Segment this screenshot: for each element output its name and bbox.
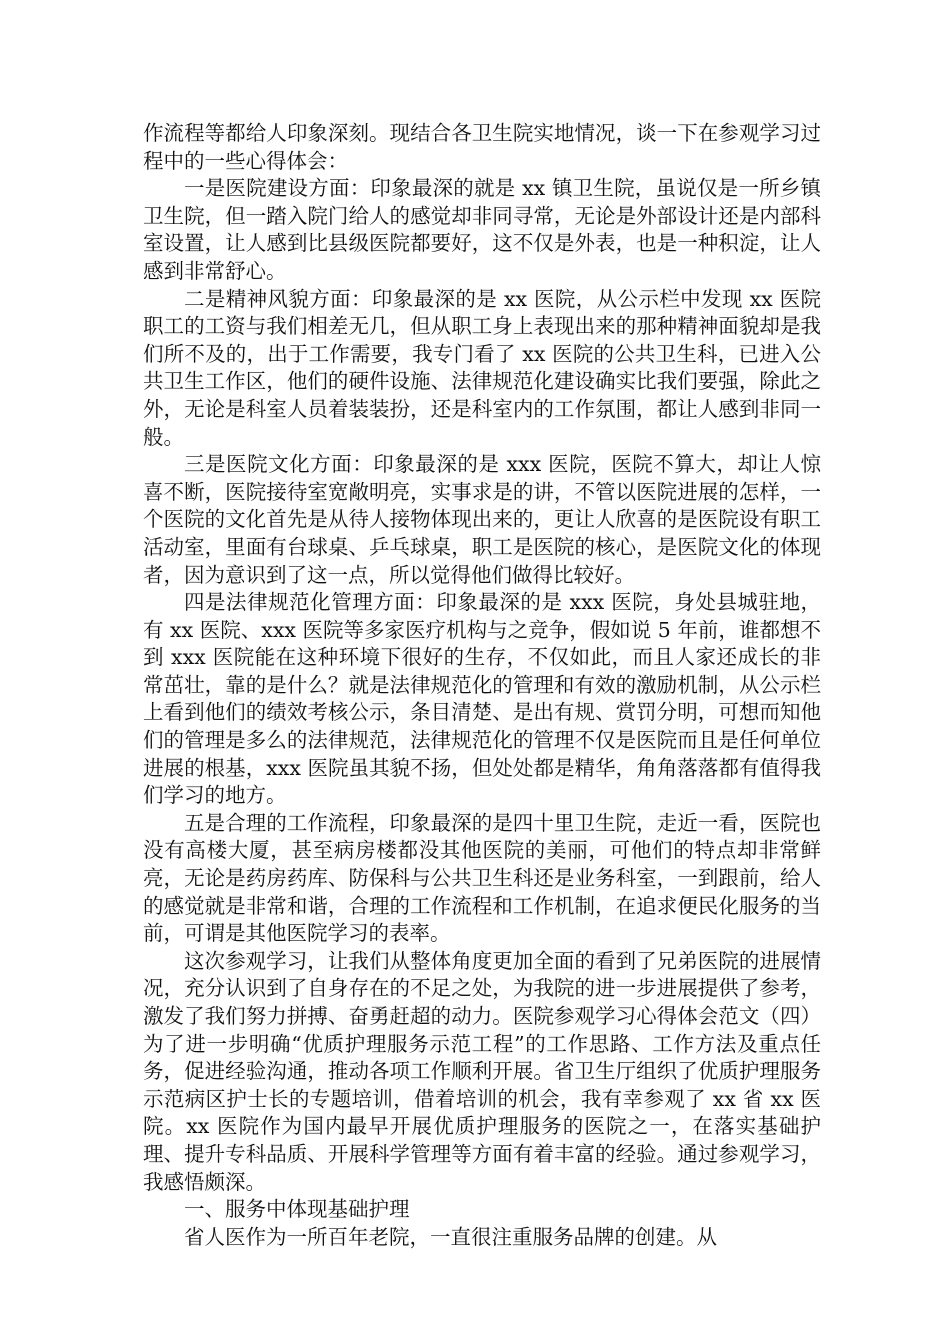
- paragraph-legal-management: 四是法律规范化管理方面：印象最深的是 xxx 医院，身处县城驻地，有 xx 医院、xxx 医院等多家医疗机构与之竞争，假如说 5 年前，谁都想不到 xxx 医院能在这种环境下很好的生存，不仅如此，而且人家还成长的非常茁壮，靠的是什么？就是法律规范化的管理和有效的激励机制，从公示栏上看到他们的绩效考核公示，条目清楚、是出有规、赏罚分明，可想而知他们的管理是多么的法律规范，法律规范化的管理不仅是医院而且是任何单位进展的根基，xxx 医院虽其貌不扬，但处处都是精华，角角落落都有值得我们学习的地方。: [143, 590, 821, 808]
- paragraph-hospital-construction: 一是医院建设方面：印象最深的就是 xx 镇卫生院，虽说仅是一所乡镇卫生院，但一踏入院门给人的感觉却非同寻常，无论是外部设计还是内部科室设置，让人感到比县级医院都要好，这不仅是外表，也是一种积淀，让人感到非常舒心。: [143, 176, 821, 283]
- paragraph-provincial-hospital: 省人医作为一所百年老院，一直很注重服务品牌的创建。从: [184, 1224, 717, 1249]
- document-page: [143, 120, 821, 1251]
- paragraph-visit-summary: 这次参观学习，让我们从整体角度更加全面的看到了兄弟医院的进展情况，充分认识到了自身存在的不足之处，为我院的进一步进展提供了参考，激发了我们努力拼搏、奋勇赶超的动力。医院参观学习心得体会范文（四）为了进一步明确“优质护理服务示范工程”的工作思路、工作方法及重点任务，促进经验沟通，推动各项工作顺利开展。省卫生厅组织了优质护理服务示范病区护士长的专题培训，借着培训的机会，我有幸参观了 xx 省 xx 医院。xx 医院作为国内最早开展优质护理服务的医院之一，在落实基础护理、提升专科品质、开展科学管理等方面有着丰富的经验。通过参观学习，我感悟颇深。: [143, 948, 821, 1194]
- section-heading-basic-nursing: 一、服务中体现基础护理: [184, 1197, 410, 1222]
- paragraph-spirit-appearance: 二是精神风貌方面：印象最深的是 xx 医院，从公示栏中发现 xx 医院职工的工资与我们相差无几，但从职工身上表现出来的那种精神面貌却是我们所不及的，出于工作需要，我专门看了 xx 医院的公共卫生科，已进入公共卫生工作区，他们的硬件设施、法律规范化建设确实比我们要强，除此之外，无论是科室人员着装装扮，还是科室内的工作氛围，都让人感到非同一般。: [143, 286, 821, 449]
- paragraph-intro-continuation: 作流程等都给人印象深刻。现结合各卫生院实地情况，谈一下在参观学习过程中的一些心得体会：: [143, 121, 821, 173]
- paragraph-work-process: 五是合理的工作流程，印象最深的是四十里卫生院，走近一看，医院也没有高楼大厦，甚至病房楼都没其他医院的美丽，可他们的特点却非常鲜亮，无论是药房药库、防保科与公共卫生科还是业务科室，一到跟前，给人的感觉就是非常和谐，合理的工作流程和工作机制，在追求便民化服务的当前，可谓是其他医院学习的表率。: [143, 810, 821, 946]
- paragraph-hospital-culture: 三是医院文化方面：印象最深的是 xxx 医院，医院不算大，却让人惊喜不断，医院接待室宽敞明亮，实事求是的讲，不管以医院进展的怎样，一个医院的文化首先是从待人接物体现出来的，更让人欣喜的是医院设有职工活动室，里面有台球桌、乒乓球桌，职工是医院的核心，是医院文化的体现者，因为意识到了这一点，所以觉得他们做得比较好。: [143, 452, 821, 587]
